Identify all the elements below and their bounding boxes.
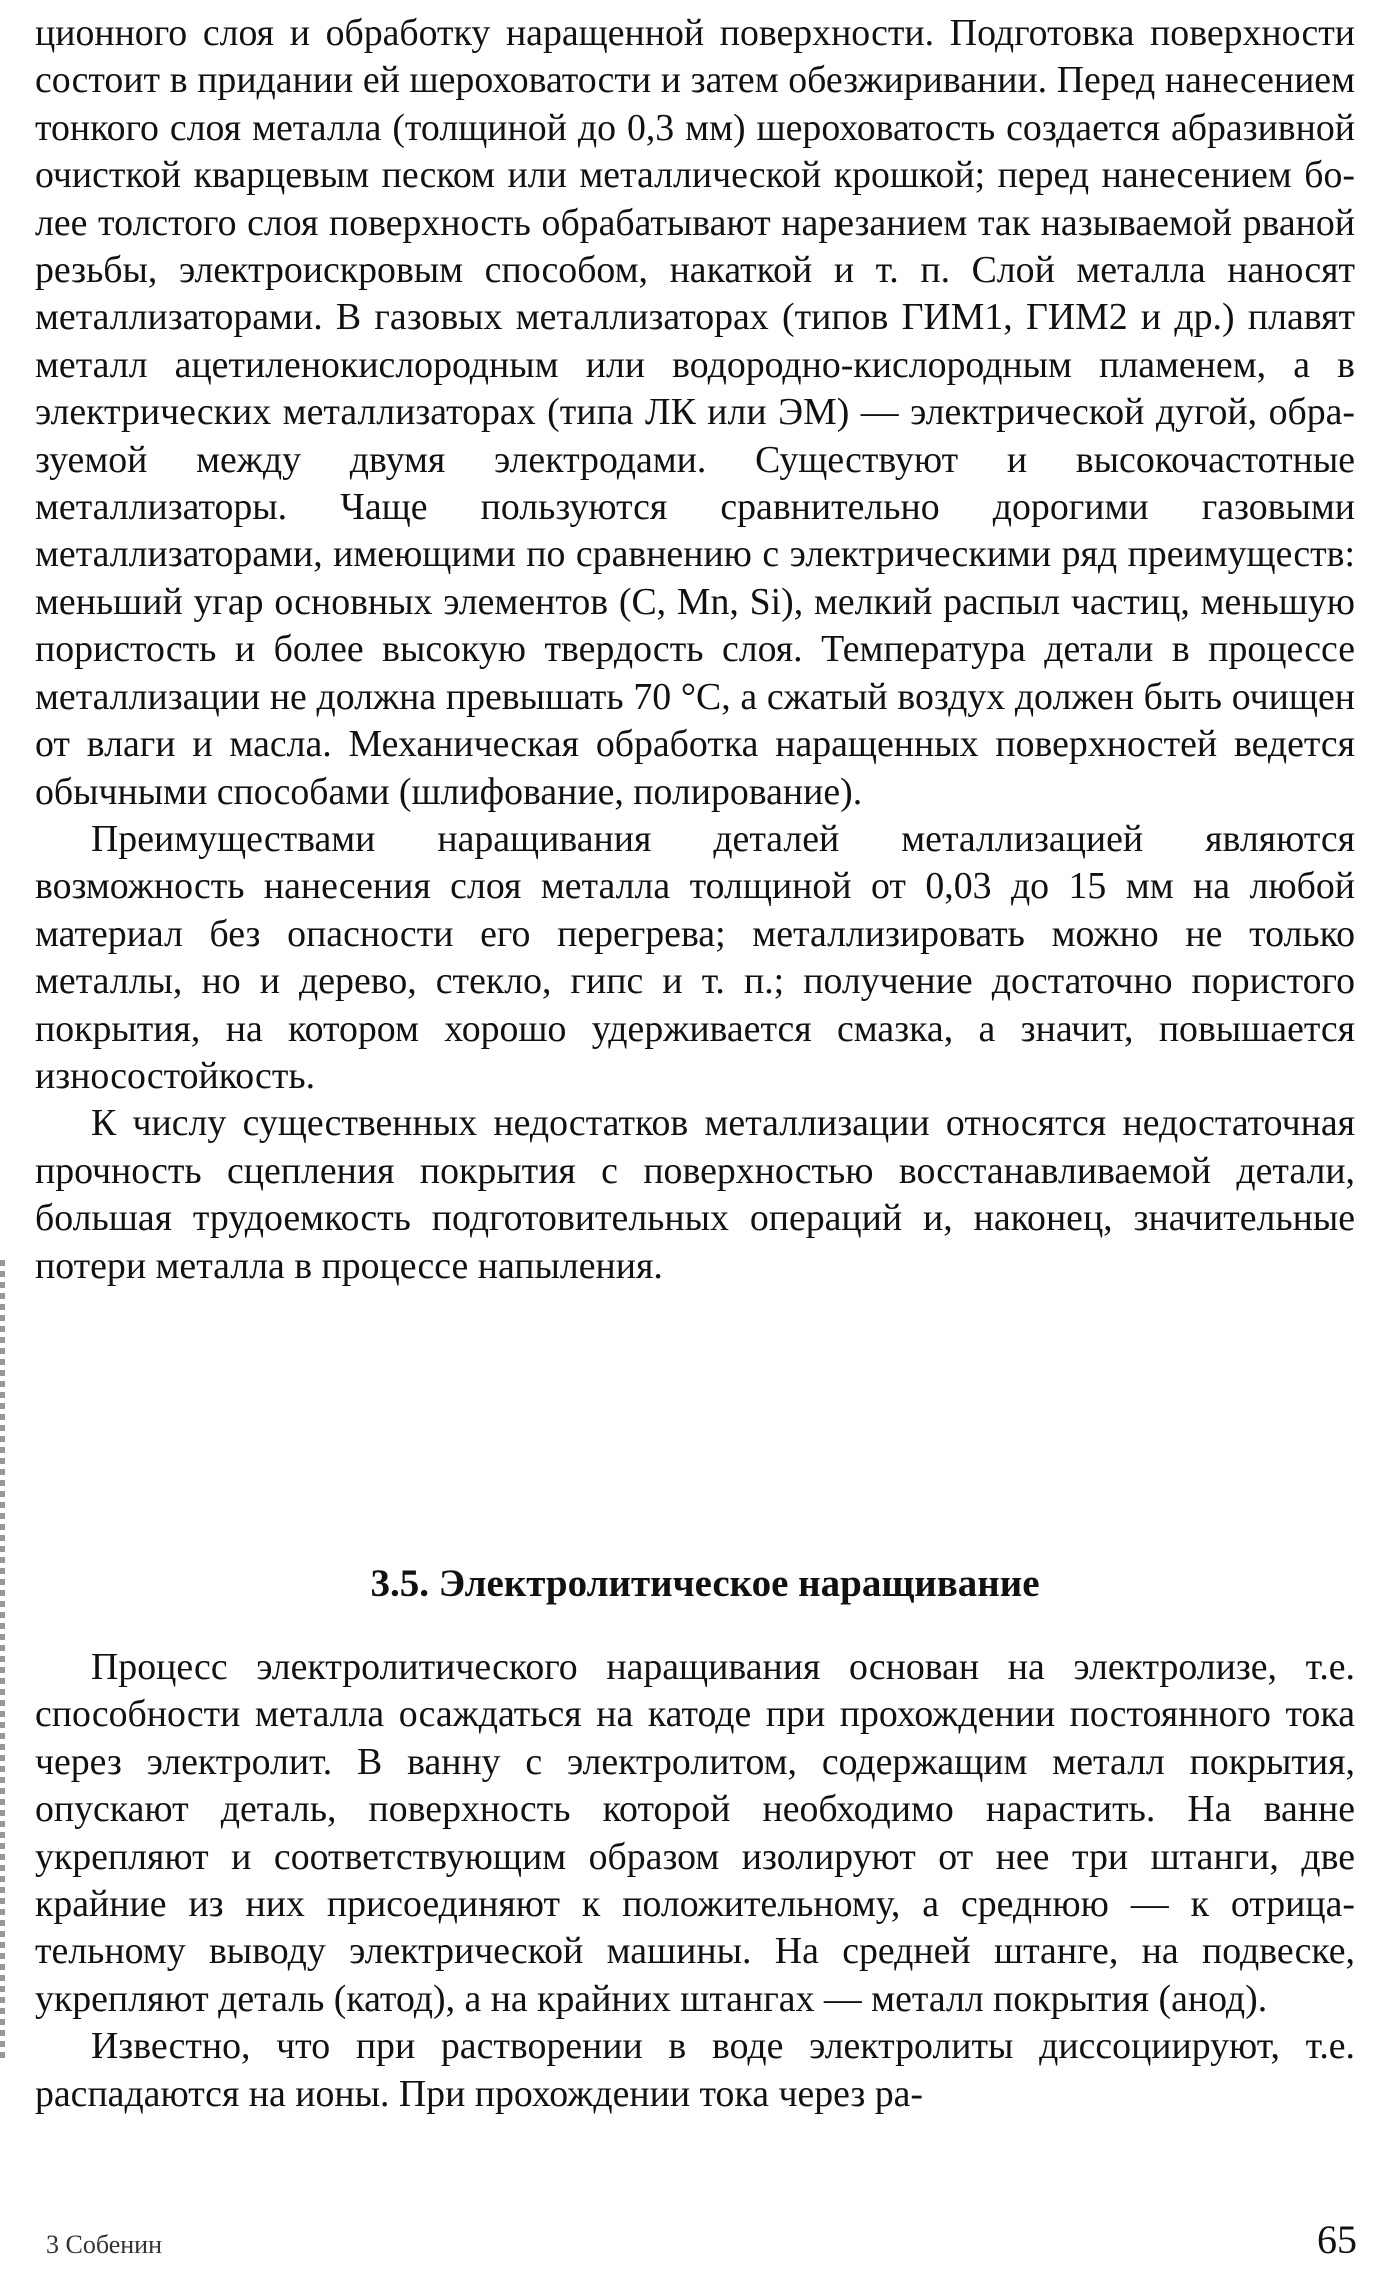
- paragraph-electrolytic-process: Процесс электролитического наращивания основан на электролизе, т.е. способности металла осаждаться на катоде при прохождении постоянного тока через электролит. В ванну с электролитом, содержащим металл покрытия, опускают деталь, поверхность которой необходимо нарастить. На ванне укрепляют и соответствующим образом изолируют от нее три штанги, две крайние из них присоединяют к положительному, а среднюю — к отрицательному выводу электрической машины. На средней штанге, на подвеске, укрепляют деталь (катод), а на крайних штангах — металл покрытия (анод).: [35, 1646, 1355, 2020]
- paragraph-metallization-advantages: Преимуществами наращивания деталей металлизацией являются возможность нанесения слоя металла толщиной от 0,03 до 15 мм на любой материал без опасности его перегрева; металлизировать можно не только металлы, но и дерево, стекло, гипс и т. п.; получение достаточно пористого покрытия, на котором хорошо удерживается смазка, а значит, повышается износостойкость.: [35, 817, 1355, 1097]
- paragraph-electrolyte-dissociation: Известно, что при растворении в воде электролиты диссоциируют, т.е. распадаются на ионы. При прохождении тока через ра-: [35, 2025, 1355, 2115]
- paragraph-metallization-disadvantages: К числу существенных недостатков металлизации относятся недостаточная прочность сцепления покрытия с поверхностью восстанавливаемой детали, большая трудоемкость подготовительных операций и, наконец, значительные потери металла в процессе напыления.: [35, 1102, 1355, 1287]
- footer-signature: 3 Собенин: [46, 2230, 163, 2259]
- page-number: 65: [1317, 2217, 1357, 2262]
- page-content: [35, 10, 1355, 2115]
- section-heading: 3.5. Электролитическое наращивание: [370, 1562, 1040, 1605]
- section-body: [35, 1644, 1355, 2118]
- paragraph-metallization-process: ционного слоя и обработку наращенной поверхности. Подготовка поверхности состоит в придании ей шероховатости и затем обезжиривании. Перед нанесением тонкого слоя металла (толщиной до 0,3 мм) шероховатость создается абразивной очисткой кварцевым песком или металлической крошкой; перед нанесением более толстого слоя поверхность обрабатывают нарезанием так называемой рваной резьбы, электроискровым способом, накаткой и т. п. Слой металла наносят металлизаторами. В газовых металлизаторах (типов ГИМ1, ГИМ2 и др.) плавят металл ацетиленокислородным или водородно-кислородным пламенем, а в электрических металлизаторах (типа ЛК или ЭМ) — электрической дугой, образуемой между двумя электродами. Существуют и высокочастотные металлизаторы. Чаще пользуются сравнительно дорогими газовыми металлизаторами, имеющими по сравнению с электрическими ряд преимуществ: меньший угар основных элементов (С, Mn, Si), мелкий распыл частиц, меньшую пористость и более высокую твердость слоя. Температура детали в процессе металлизации не должна превышать 70 °С, а сжатый воздух должен быть очищен от влаги и масла. Механическая обработка наращенных поверхностей ведется обычными способами (шлифование, полирование).: [35, 12, 1355, 813]
- page-binding-edge: [0, 1260, 5, 2060]
